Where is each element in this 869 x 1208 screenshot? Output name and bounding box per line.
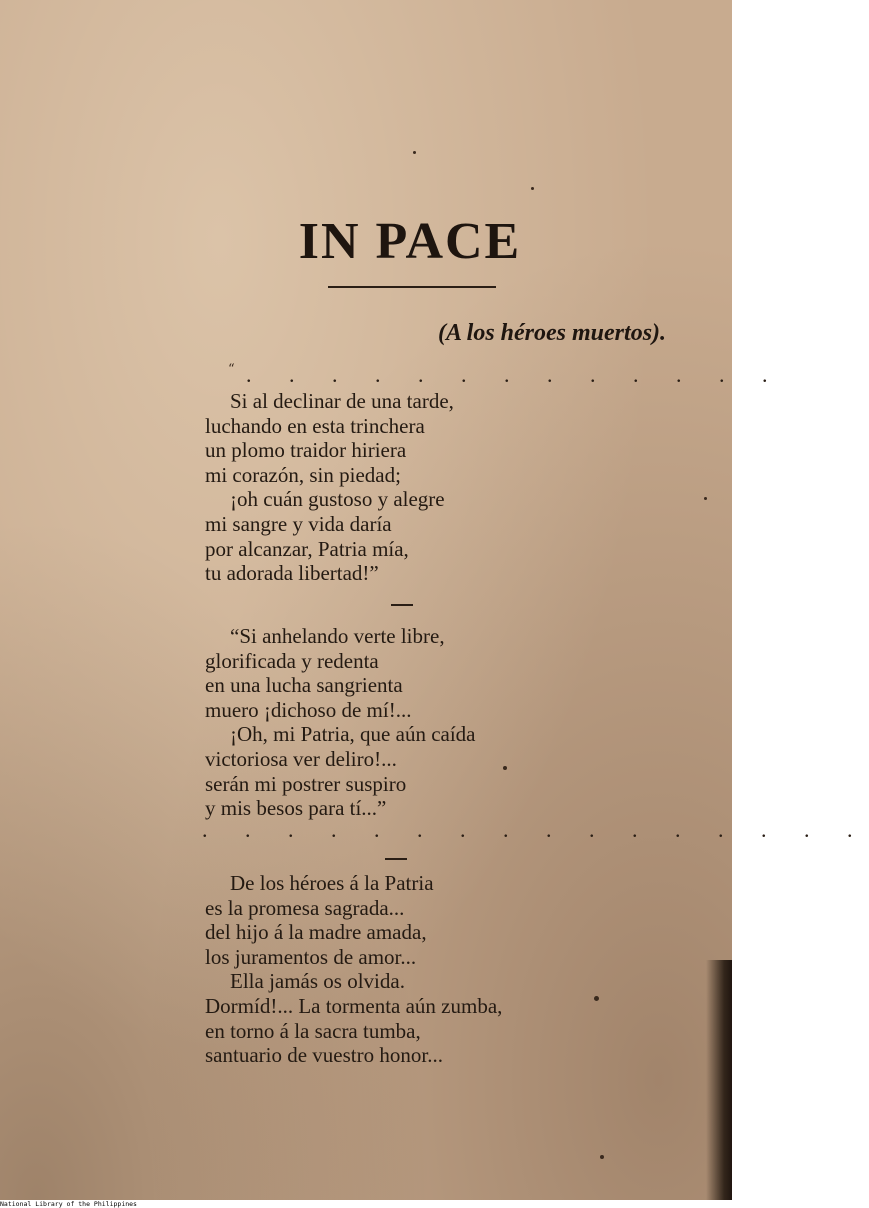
stanza-line: Ella jamás os olvida.: [230, 969, 405, 994]
paper-speck: [413, 151, 416, 154]
library-watermark: National Library of the Philippines: [0, 1200, 137, 1208]
stanza-line: “Si anhelando verte libre,: [230, 624, 445, 648]
stanza-line: mi sangre y vida daría: [205, 511, 392, 536]
paper-speck: [600, 1155, 604, 1159]
stanza-line: mi corazón, sin piedad;: [205, 462, 401, 487]
stanza-line: luchando en esta trinchera: [205, 413, 425, 438]
stanza-3: [205, 871, 502, 1068]
stanza-line: muero ¡dichoso de mí!...: [205, 697, 412, 722]
stanza-1: [205, 389, 454, 586]
stanza-line: Dormíd!... La tormenta aún zumba,: [205, 993, 503, 1018]
stanza-line: tu adorada libertad!”: [205, 561, 379, 586]
stanza-line: ¡oh cuán gustoso y alegre: [230, 487, 445, 512]
stanza-line: del hijo á la madre amada,: [205, 920, 427, 945]
stanza-line: por alcanzar, Patria mía,: [205, 536, 409, 561]
stanza-separator: [385, 858, 407, 860]
opening-quote-mark: “: [228, 362, 235, 377]
paper-speck: [503, 766, 507, 770]
stanza-line: los juramentos de amor...: [205, 944, 417, 969]
poem-title: IN PACE: [298, 213, 522, 270]
stanza-line: y mis besos para tí...”: [205, 796, 387, 821]
dedication: (A los héroes muertos).: [438, 320, 667, 346]
paper-speck: [704, 497, 707, 500]
ellipsis-row-top: . . . . . . . . . . . . .: [246, 362, 784, 387]
paper-speck: [594, 996, 599, 1001]
stanza-line: De los héroes á la Patria: [230, 871, 434, 895]
stanza-line: en torno á la sacra tumba,: [205, 1018, 421, 1043]
stanza-line: es la promesa sagrada...: [205, 895, 405, 920]
stanza-line: glorificada y redenta: [205, 648, 379, 673]
stanza-line: Si al declinar de una tarde,: [230, 389, 454, 413]
stanza-line: un plomo traidor hiriera: [205, 438, 407, 463]
stanza-separator: [391, 604, 413, 606]
stanza-line: ¡Oh, mi Patria, que aún caída: [230, 722, 476, 747]
ellipsis-row-bottom: . . . . . . . . . . . . . . . .: [202, 817, 869, 842]
stanza-line: victoriosa ver deliro!...: [205, 746, 397, 771]
stanza-line: serán mi postrer suspiro: [205, 771, 407, 796]
title-rule: [328, 286, 496, 288]
stanza-2: [205, 624, 476, 821]
page-edge-shadow: [706, 960, 732, 1200]
paper-speck: [531, 187, 534, 190]
stanza-line: en una lucha sangrienta: [205, 673, 403, 698]
stanza-line: santuario de vuestro honor...: [205, 1043, 443, 1068]
